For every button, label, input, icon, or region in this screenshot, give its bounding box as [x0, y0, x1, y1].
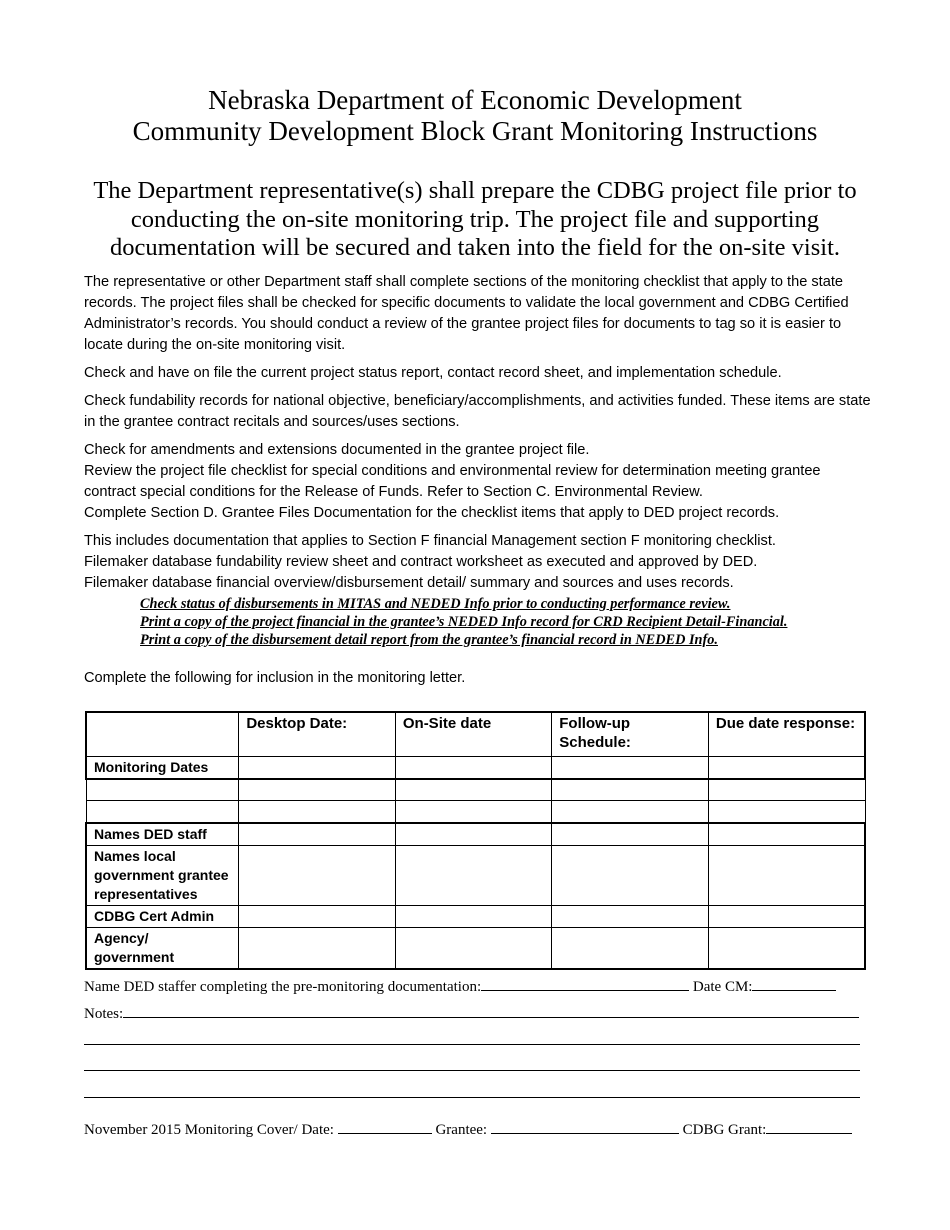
- cell-blank-1e[interactable]: [708, 779, 865, 801]
- cell-cert-admin-due[interactable]: [708, 905, 865, 927]
- table-row-blank-2: [86, 801, 865, 823]
- table-row-cdbg-cert-admin: [86, 905, 865, 927]
- emphasis-instructions: [140, 595, 880, 649]
- cell-ded-staff-followup[interactable]: [552, 823, 709, 846]
- cell-local-followup[interactable]: [552, 845, 709, 905]
- cell-cert-admin-onsite[interactable]: [395, 905, 551, 927]
- paragraph-5: [84, 531, 874, 594]
- table-row-blank-1: [86, 779, 865, 801]
- staffer-name-blank[interactable]: [481, 976, 689, 991]
- paragraph-4-line-a: Check for amendments and extensions documented in the grantee project file.: [84, 442, 590, 458]
- notes-blank[interactable]: [123, 1003, 859, 1018]
- intro-paragraph: The Department representative(s) shall prepare the CDBG project file prior to conducting the on-site monitoring trip. The project file and supporting documentation will be secured and taken into the field for the on-site visit.: [93, 177, 857, 261]
- emphasis-line-3: Print a copy of the disbursement detail report from the grantee’s financial record in NEDED Info.: [140, 632, 718, 648]
- notes-label: Notes:: [84, 1006, 124, 1022]
- table-row-names-ded-staff: [86, 823, 865, 846]
- paragraph-4: [84, 440, 874, 524]
- grantee-label: Grantee:: [435, 1122, 488, 1138]
- paragraph-2: Check and have on file the current project status report, contact record sheet, and implementation schedule.: [84, 365, 782, 381]
- paragraph-5-line-c: Filemaker database financial overview/disbursement detail/ summary and sources and uses records.: [84, 575, 734, 591]
- date-cm-blank[interactable]: [752, 976, 836, 991]
- cell-local-desktop[interactable]: [239, 845, 396, 905]
- paragraph-5-line-b: Filemaker database fundability review sheet and contract worksheet as executed and approved by DED.: [84, 554, 758, 570]
- header-cell-blank: [86, 712, 239, 756]
- cell-agency-due[interactable]: [708, 927, 865, 969]
- staffer-line: [84, 976, 836, 997]
- paragraph-4-line-c: Complete Section D. Grantee Files Documentation for the checklist items that apply to DED project records.: [84, 505, 780, 521]
- table-row-monitoring-dates: [86, 756, 865, 779]
- cell-local-onsite[interactable]: [395, 845, 551, 905]
- cell-blank-1a[interactable]: [86, 779, 239, 801]
- emphasis-line-2: Print a copy of the project financial in the grantee’s NEDED Info record for CRD Recipient Detail-Financial.: [140, 614, 788, 630]
- cell-blank-2a[interactable]: [86, 801, 239, 823]
- document-title-line-1: Nebraska Department of Economic Development: [208, 85, 742, 115]
- cell-agency-onsite[interactable]: [395, 927, 551, 969]
- cell-monitoring-onsite[interactable]: [395, 756, 551, 779]
- cell-local-due[interactable]: [708, 845, 865, 905]
- paragraph-1: The representative or other Department staff shall complete sections of the monitoring checklist that apply to the state records. The project files shall be checked for specific documents to validate the local government and CDBG Certified Administrator’s records. You should conduct a review of the grantee project files for documents to tag so it is easier to locate during the on-site monitoring visit.: [84, 274, 849, 353]
- cell-blank-2e[interactable]: [708, 801, 865, 823]
- row-label-monitoring-dates: Monitoring Dates: [86, 756, 239, 779]
- paragraph-3: Check fundability records for national objective, beneficiary/accomplishments, and activities funded. These items are state in the grantee contract recitals and sources/uses sections.: [84, 393, 871, 430]
- document-title-line-2: Community Development Block Grant Monitoring Instructions: [132, 116, 818, 146]
- notes-rule-3[interactable]: [84, 1097, 860, 1098]
- paragraph-4-line-b: Review the project file checklist for special conditions and environmental review for determination meeting grantee contract special conditions for the Release of Funds. Refer to Section C. Environmental Review.: [84, 463, 821, 500]
- header-due-date-response: Due date response:: [708, 712, 865, 756]
- date-cm-label: Date CM:: [692, 979, 753, 995]
- cell-blank-1c[interactable]: [395, 779, 551, 801]
- cover-date-blank[interactable]: [338, 1119, 432, 1134]
- cell-ded-staff-onsite[interactable]: [395, 823, 551, 846]
- complete-instruction: Complete the following for inclusion in the monitoring letter.: [84, 670, 466, 686]
- header-desktop-date: Desktop Date:: [239, 712, 396, 756]
- notes-rule-2[interactable]: [84, 1070, 860, 1071]
- notes-line: [84, 1003, 859, 1024]
- cell-agency-desktop[interactable]: [239, 927, 396, 969]
- header-followup-schedule: Follow-up Schedule:: [552, 712, 709, 756]
- table-header-row: [86, 712, 865, 756]
- emphasis-line-1: Check status of disbursements in MITAS and NEDED Info prior to conducting performance review.: [140, 596, 731, 612]
- cdbg-grant-blank[interactable]: [766, 1119, 852, 1134]
- staffer-label: Name DED staffer completing the pre-monitoring documentation:: [84, 979, 482, 995]
- cell-blank-1b[interactable]: [239, 779, 396, 801]
- cell-cert-admin-desktop[interactable]: [239, 905, 396, 927]
- cell-monitoring-followup[interactable]: [552, 756, 709, 779]
- cell-cert-admin-followup[interactable]: [552, 905, 709, 927]
- header-onsite-date: On-Site date: [395, 712, 551, 756]
- monitoring-table: [85, 711, 866, 970]
- row-label-agency: Agency/ government: [86, 927, 239, 969]
- cell-blank-2c[interactable]: [395, 801, 551, 823]
- cover-line: [84, 1119, 852, 1140]
- table-row-names-local: [86, 845, 865, 905]
- row-label-names-local: Names local government grantee representatives: [86, 845, 239, 905]
- row-label-cdbg-cert-admin: CDBG Cert Admin: [86, 905, 239, 927]
- grantee-blank[interactable]: [491, 1119, 679, 1134]
- cdbg-grant-label: CDBG Grant:: [682, 1122, 767, 1138]
- paragraph-5-line-a: This includes documentation that applies to Section F financial Management section F monitoring checklist.: [84, 533, 776, 549]
- cell-blank-2b[interactable]: [239, 801, 396, 823]
- cell-ded-staff-due[interactable]: [708, 823, 865, 846]
- table-row-agency: [86, 927, 865, 969]
- cell-agency-followup[interactable]: [552, 927, 709, 969]
- cell-blank-1d[interactable]: [552, 779, 709, 801]
- cell-blank-2d[interactable]: [552, 801, 709, 823]
- cover-date-label: November 2015 Monitoring Cover/ Date:: [84, 1122, 334, 1138]
- cell-ded-staff-desktop[interactable]: [239, 823, 396, 846]
- notes-rule-1[interactable]: [84, 1044, 860, 1045]
- cell-monitoring-desktop[interactable]: [239, 756, 396, 779]
- row-label-names-ded-staff: Names DED staff: [86, 823, 239, 846]
- cell-monitoring-due[interactable]: [708, 756, 865, 779]
